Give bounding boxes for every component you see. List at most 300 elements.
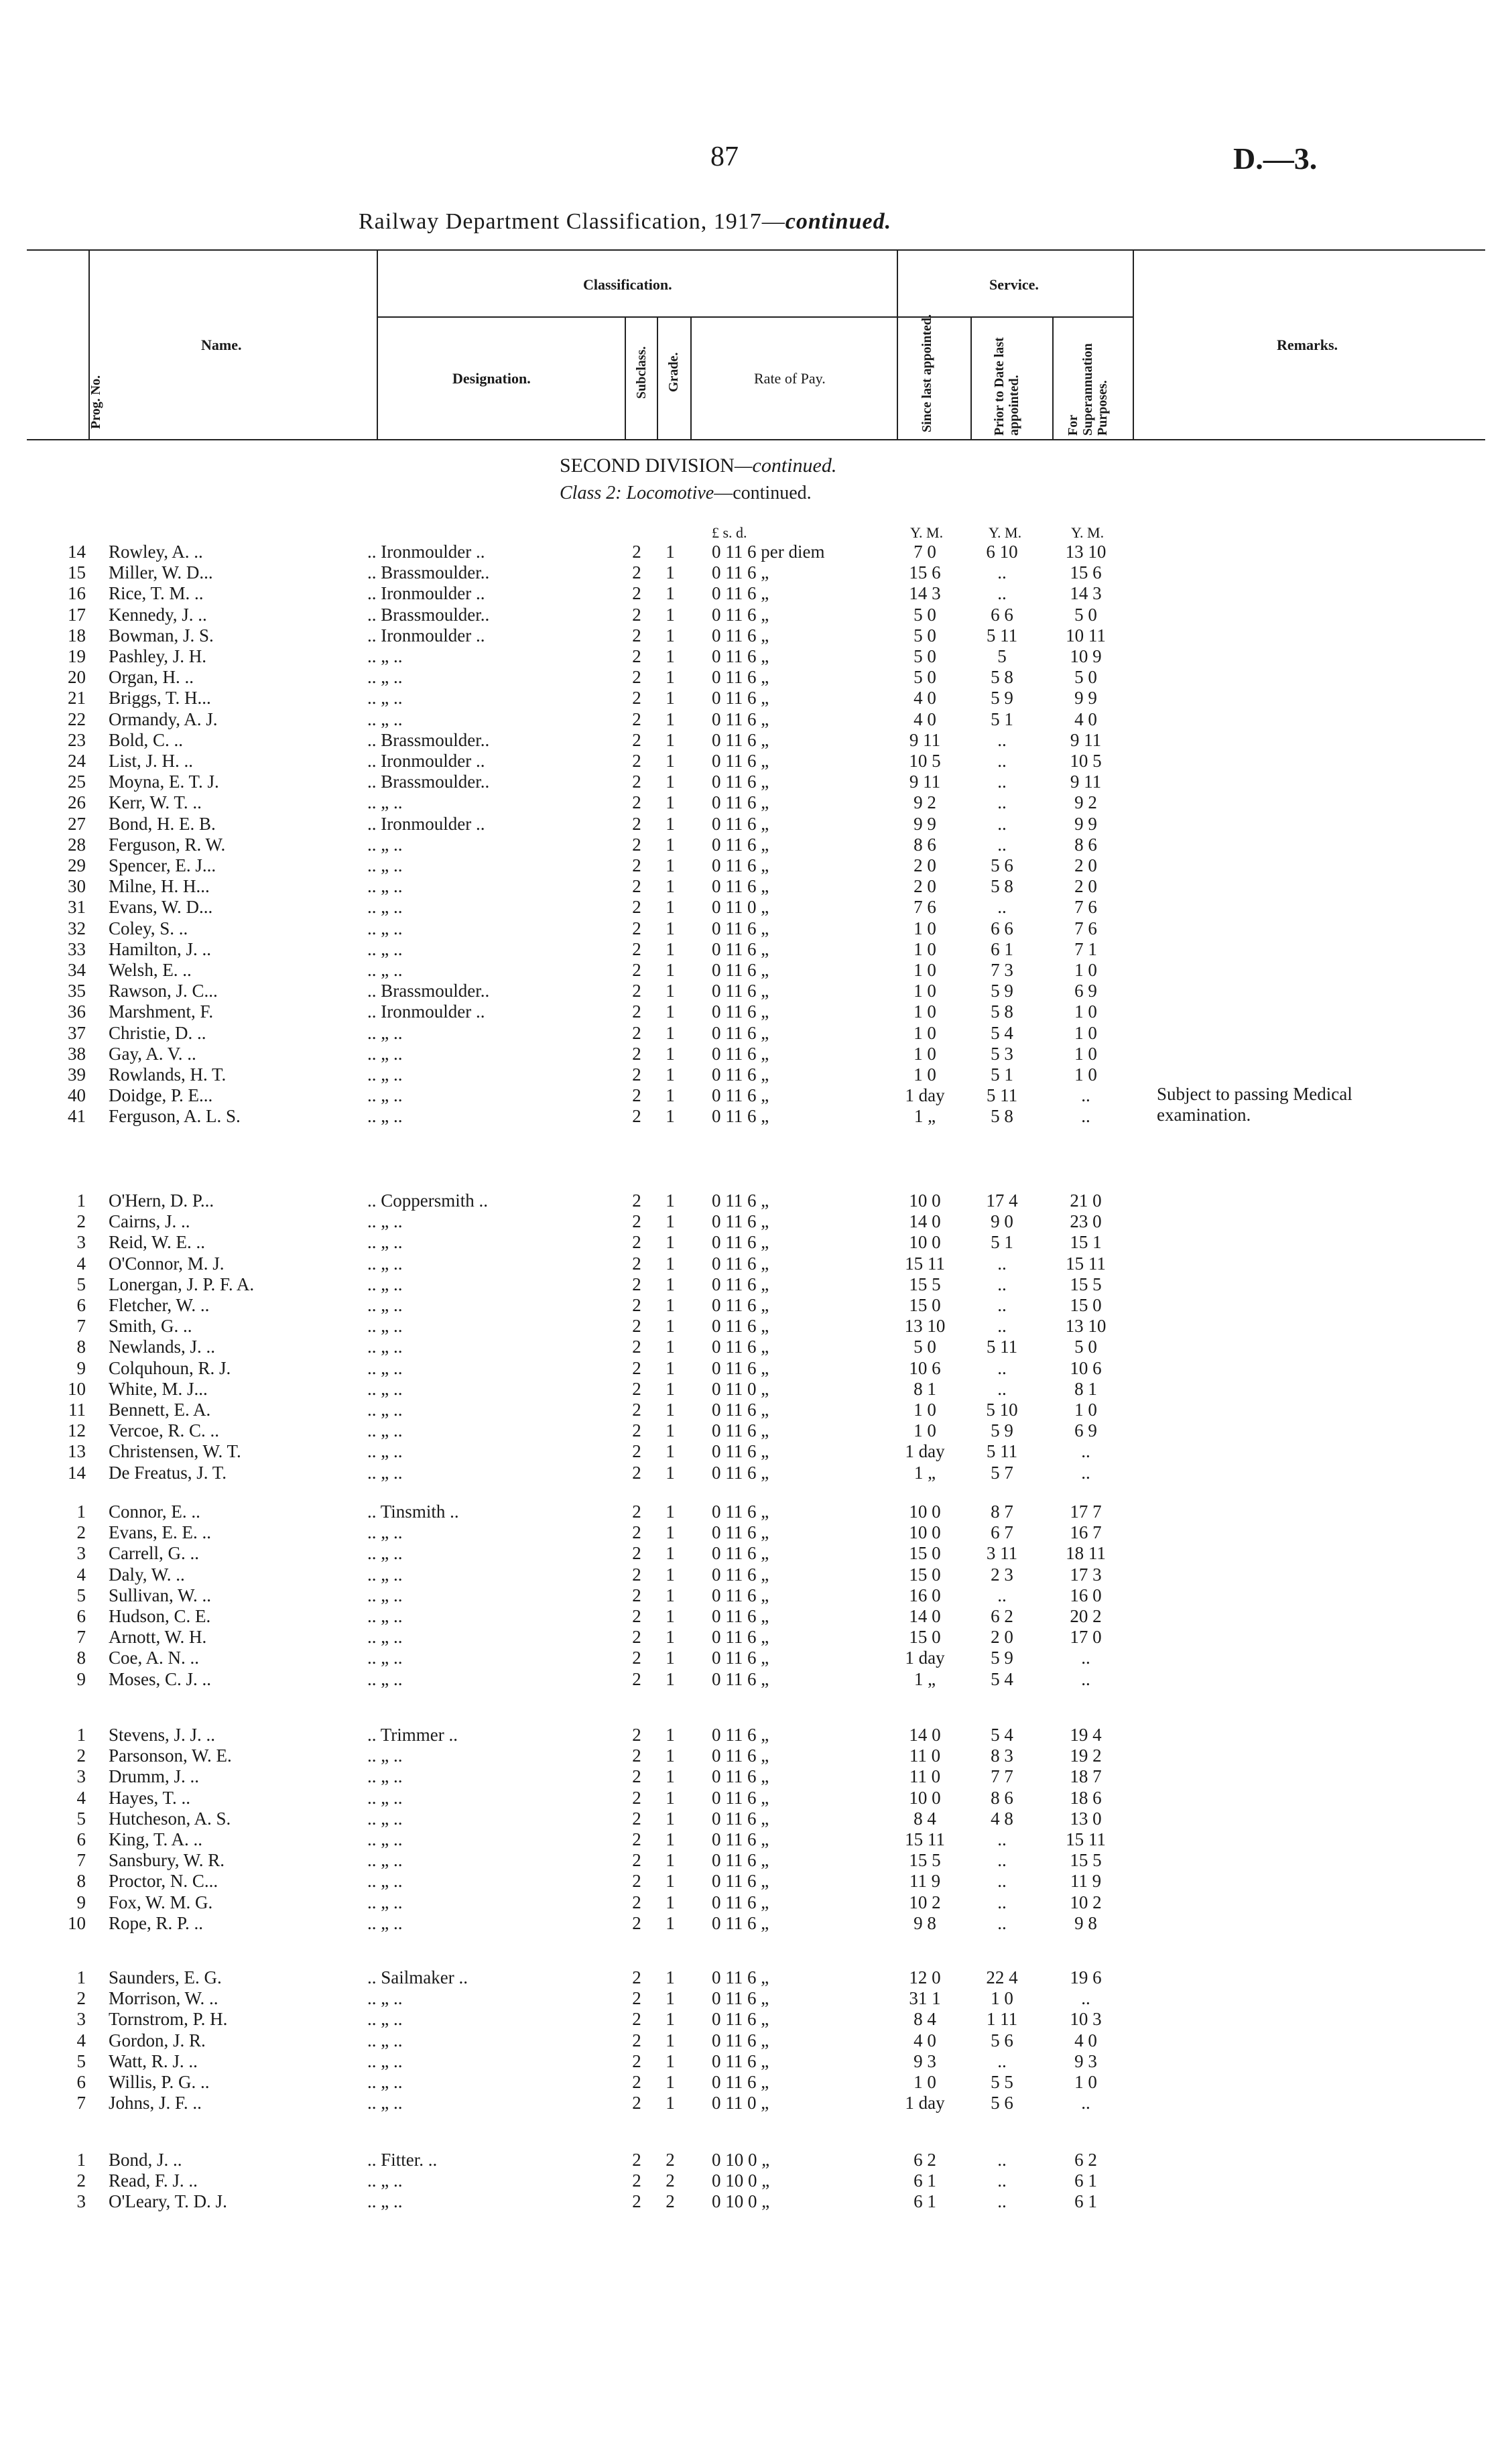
prog-no: 4 [76, 2030, 86, 2050]
table-row [0, 960, 1512, 981]
subclass: 2 [632, 1085, 641, 1106]
rate-of-pay: 0 11 6 „ [712, 729, 769, 750]
subclass: 2 [632, 1627, 641, 1648]
grade: 1 [666, 1441, 675, 1462]
superannuation: 15 5 [1070, 1274, 1102, 1294]
subclass: 2 [632, 1829, 641, 1849]
since-last-appointed: 4 0 [914, 2030, 936, 2050]
since-last-appointed: 5 0 [914, 625, 936, 646]
grade: 1 [666, 1543, 675, 1564]
superannuation: 18 11 [1066, 1543, 1106, 1564]
table-row [0, 1441, 1512, 1462]
designation: .. „ .. [367, 938, 403, 959]
grade: 1 [666, 1085, 675, 1106]
rate-of-pay: 0 10 0 „ [712, 2150, 770, 2170]
designation: .. „ .. [367, 1441, 403, 1462]
prog-no: 33 [68, 938, 86, 959]
since-last-appointed: 8 4 [914, 2009, 936, 2030]
prior-to-date: 6 10 [986, 542, 1018, 562]
employee-name: O'Leary, T. D. J. [109, 2191, 227, 2212]
prior-to-date: .. [997, 1892, 1007, 1912]
prior-to-date: 5 4 [991, 1022, 1013, 1043]
superannuation: 6 9 [1074, 981, 1097, 1001]
prior-to-date: .. [997, 583, 1007, 604]
prior-to-date: 7 3 [991, 960, 1013, 980]
table-row [0, 625, 1512, 646]
rate-of-pay: 0 11 6 „ [712, 1441, 769, 1462]
rate-of-pay: 0 11 6 „ [712, 772, 769, 792]
prior-to-date: 5 4 [991, 1725, 1013, 1745]
designation: .. Ironmoulder .. [367, 542, 485, 562]
rate-of-pay: 0 11 6 „ [712, 1912, 769, 1933]
table-row [0, 1044, 1512, 1064]
prior-to-date: 22 4 [986, 1967, 1018, 1987]
rate-of-pay: 0 11 6 „ [712, 1585, 769, 1605]
employee-name: Watt, R. J. .. [109, 2050, 198, 2071]
subclass: 2 [632, 1912, 641, 1933]
remarks: examination. [1157, 1105, 1251, 1125]
table-row [0, 1565, 1512, 1585]
since-last-appointed: 10 0 [909, 1787, 941, 1808]
col-divider [1133, 249, 1134, 440]
subclass: 2 [632, 562, 641, 583]
subclass: 2 [632, 1106, 641, 1127]
superannuation: 17 7 [1070, 1501, 1102, 1522]
prior-to-date: 5 1 [991, 709, 1013, 729]
grade: 1 [666, 562, 675, 583]
prog-no: 1 [76, 1501, 86, 1522]
grade: 1 [666, 1211, 675, 1232]
prog-no: 6 [76, 1829, 86, 1849]
subclass: 2 [632, 1316, 641, 1337]
since-last-appointed: 4 0 [914, 709, 936, 729]
rate-of-pay: 0 11 6 „ [712, 981, 769, 1001]
designation: .. „ .. [367, 646, 403, 666]
class-heading [560, 483, 812, 504]
subclass: 2 [632, 1064, 641, 1085]
since-last-appointed: 7 0 [914, 542, 936, 562]
rate-of-pay: 0 11 6 „ [712, 1337, 769, 1357]
subclass: 2 [632, 1745, 641, 1766]
rate-of-pay: 0 11 6 „ [712, 813, 769, 834]
table-row [0, 583, 1512, 604]
superannuation: 15 11 [1066, 1253, 1106, 1274]
prog-no: 9 [76, 1892, 86, 1912]
subclass: 2 [632, 688, 641, 709]
rate-of-pay: 0 11 6 „ [712, 1543, 769, 1564]
prog-no: 5 [76, 1585, 86, 1605]
prog-no: 7 [76, 2093, 86, 2113]
rate-of-pay: 0 11 6 „ [712, 2030, 769, 2050]
grade: 1 [666, 2030, 675, 2050]
grade: 1 [666, 1745, 675, 1766]
since-last-appointed: 2 0 [914, 855, 936, 875]
grade: 1 [666, 1253, 675, 1274]
superannuation: 2 0 [1074, 855, 1097, 875]
rate-of-pay: 0 11 6 „ [712, 1648, 769, 1668]
superannuation: 17 0 [1070, 1627, 1102, 1648]
subclass: 2 [632, 1190, 641, 1211]
grade: 1 [666, 1420, 675, 1441]
prior-to-date: 5 7 [991, 1462, 1013, 1483]
employee-name: Rawson, J. C... [109, 981, 218, 1001]
subclass: 2 [632, 1337, 641, 1357]
prog-no: 16 [68, 583, 86, 604]
col-divider [690, 316, 692, 440]
prog-no: 15 [68, 562, 86, 583]
superannuation: 9 2 [1074, 792, 1097, 813]
prog-no: 4 [76, 1564, 86, 1585]
prior-to-date: .. [997, 1253, 1007, 1274]
superannuation: 13 0 [1070, 1808, 1102, 1829]
prog-no: 11 [68, 1400, 86, 1420]
grade: 1 [666, 1871, 675, 1892]
rate-of-pay: 0 11 6 „ [712, 1522, 769, 1543]
prog-no: 2 [76, 2170, 86, 2191]
rate-of-pay: 0 11 6 „ [712, 1043, 769, 1064]
table-row [0, 2051, 1512, 2072]
employee-name: Briggs, T. H... [109, 688, 211, 709]
prog-no: 35 [68, 981, 86, 1001]
document-reference: D.—3. [1233, 141, 1318, 176]
subclass: 2 [632, 938, 641, 959]
rate-of-pay: 0 11 6 „ [712, 1232, 769, 1253]
grade: 1 [666, 1378, 675, 1399]
subclass: 2 [632, 1543, 641, 1564]
employee-name: Read, F. J. .. [109, 2170, 198, 2191]
since-last-appointed: 1 0 [914, 2072, 936, 2092]
prior-to-date: .. [997, 834, 1007, 855]
employee-name: White, M. J... [109, 1378, 208, 1399]
superannuation: 18 7 [1070, 1766, 1102, 1787]
rate-of-pay: 0 11 6 „ [712, 1211, 769, 1232]
superannuation: 1 0 [1074, 960, 1097, 980]
grade: 1 [666, 792, 675, 813]
employee-name: Rice, T. M. .. [109, 583, 204, 604]
subclass: 2 [632, 1211, 641, 1232]
prior-to-date: .. [997, 1871, 1007, 1892]
superannuation: 19 6 [1070, 1967, 1102, 1987]
employee-name: Vercoe, R. C. .. [109, 1420, 219, 1441]
prior-to-date: .. [997, 897, 1007, 918]
class-name: Locomotive [626, 483, 714, 503]
table-row [0, 772, 1512, 792]
designation: .. „ .. [367, 1766, 403, 1787]
prog-no: 7 [76, 1316, 86, 1337]
prior-to-date: 8 7 [991, 1501, 1013, 1522]
rate-of-pay: 0 11 6 „ [712, 1787, 769, 1808]
designation: .. „ .. [367, 1808, 403, 1829]
superannuation: 19 2 [1070, 1745, 1102, 1766]
table-row [0, 730, 1512, 751]
rate-of-pay: 0 11 6 „ [712, 1725, 769, 1745]
prog-no: 25 [68, 772, 86, 792]
prior-to-date: 17 4 [986, 1190, 1018, 1211]
prog-no: 3 [76, 2009, 86, 2030]
col-divider [1052, 316, 1054, 440]
subclass: 2 [632, 751, 641, 771]
prior-to-date: 5 8 [991, 1106, 1013, 1127]
prog-no: 39 [68, 1064, 86, 1085]
subclass: 2 [632, 583, 641, 604]
remarks: Subject to passing Medical [1157, 1084, 1352, 1105]
prog-no: 22 [68, 709, 86, 729]
employee-name: Smith, G. .. [109, 1316, 192, 1337]
designation: .. „ .. [367, 876, 403, 897]
grade: 1 [666, 2072, 675, 2092]
employee-name: Lonergan, J. P. F. A. [109, 1274, 255, 1294]
superannuation: 11 9 [1070, 1871, 1102, 1892]
subclass: 2 [632, 1967, 641, 1987]
table-row [0, 1585, 1512, 1606]
since-last-appointed: 1 0 [914, 981, 936, 1001]
table-row [0, 709, 1512, 730]
prog-no: 17 [68, 604, 86, 625]
prior-to-date: .. [997, 792, 1007, 813]
superannuation: 9 9 [1074, 813, 1097, 834]
designation: .. „ .. [367, 2009, 403, 2030]
table-row [0, 855, 1512, 876]
since-last-appointed: 1 day [905, 1441, 945, 1462]
grade: 1 [666, 1967, 675, 1987]
table-row [0, 1463, 1512, 1483]
grade: 1 [666, 625, 675, 646]
employee-name: Tornstrom, P. H. [109, 2009, 228, 2030]
prog-no: 3 [76, 2191, 86, 2212]
prog-no: 2 [76, 1211, 86, 1232]
grade: 1 [666, 813, 675, 834]
superannuation: .. [1081, 2093, 1090, 2113]
header-bottom-rule [27, 439, 1485, 440]
subclass: 2 [632, 1001, 641, 1022]
grade: 1 [666, 1043, 675, 1064]
since-last-appointed: 15 11 [905, 1829, 945, 1849]
table-row [0, 1788, 1512, 1808]
prog-no: 30 [68, 876, 86, 897]
prior-to-date: 4 8 [991, 1808, 1013, 1829]
superannuation: 6 9 [1074, 1420, 1097, 1441]
designation: .. „ .. [367, 960, 403, 980]
designation: .. „ .. [367, 855, 403, 875]
prog-no: 5 [76, 1274, 86, 1294]
grade: 1 [666, 2093, 675, 2113]
employee-name: Doidge, P. E... [109, 1085, 213, 1106]
col-divider [377, 249, 378, 440]
table-row [0, 897, 1512, 918]
superannuation: 10 6 [1070, 1357, 1102, 1378]
designation: .. Tinsmith .. [367, 1501, 459, 1522]
employee-name: Rowlands, H. T. [109, 1064, 227, 1085]
prior-to-date: 5 11 [986, 625, 1018, 646]
employee-name: O'Connor, M. J. [109, 1253, 225, 1274]
since-last-appointed: 11 9 [909, 1871, 941, 1892]
prior-to-date: 5 8 [991, 1001, 1013, 1022]
superannuation: .. [1081, 1441, 1090, 1462]
since-last-appointed: 6 1 [914, 2170, 936, 2191]
subclass: 2 [632, 1295, 641, 1315]
rate-of-pay: 0 11 6 „ [712, 1462, 769, 1483]
grade: 1 [666, 772, 675, 792]
superannuation: 20 2 [1070, 1606, 1102, 1626]
col-subclass: Subclass. [634, 346, 649, 399]
prog-no: 2 [76, 1988, 86, 2009]
grade: 1 [666, 667, 675, 688]
employee-name: Rowley, A. .. [109, 542, 203, 562]
superannuation: .. [1081, 1462, 1090, 1483]
since-last-appointed: 1 0 [914, 1001, 936, 1022]
employee-name: List, J. H. .. [109, 751, 194, 771]
prior-to-date: 2 3 [991, 1564, 1013, 1585]
prior-to-date: 1 0 [991, 1988, 1013, 2009]
since-last-appointed: 12 0 [909, 1967, 941, 1987]
designation: .. Coppersmith .. [367, 1190, 488, 1211]
prior-to-date: .. [997, 1912, 1007, 1933]
prog-no: 5 [76, 2050, 86, 2071]
employee-name: Organ, H. .. [109, 667, 194, 688]
employee-name: Reid, W. E. .. [109, 1232, 206, 1253]
grade: 1 [666, 604, 675, 625]
employee-name: Fox, W. M. G. [109, 1892, 213, 1912]
employee-name: Willis, P. G. .. [109, 2072, 210, 2092]
superannuation: 5 0 [1074, 604, 1097, 625]
designation: .. „ .. [367, 1745, 403, 1766]
grade: 1 [666, 938, 675, 959]
superannuation: 19 4 [1070, 1725, 1102, 1745]
employee-name: O'Hern, D. P... [109, 1190, 214, 1211]
rate-of-pay: 0 11 6 „ [712, 1606, 769, 1626]
since-last-appointed: 14 0 [909, 1211, 941, 1232]
since-last-appointed: 10 0 [909, 1522, 941, 1543]
rate-of-pay: 0 11 6 „ [712, 604, 769, 625]
table-row [0, 1064, 1512, 1085]
prog-no: 6 [76, 1606, 86, 1626]
designation: .. „ .. [367, 688, 403, 709]
employee-name: Bowman, J. S. [109, 625, 214, 646]
since-last-appointed: 1 0 [914, 918, 936, 938]
prior-to-date: 2 0 [991, 1627, 1013, 1648]
rate-of-pay: 0 11 6 „ [712, 1022, 769, 1043]
since-last-appointed: 10 2 [909, 1892, 941, 1912]
superannuation: 9 8 [1074, 1912, 1097, 1933]
rate-of-pay: 0 11 6 „ [712, 688, 769, 709]
superannuation: 1 0 [1074, 1001, 1097, 1022]
grade: 1 [666, 1022, 675, 1043]
subclass: 2 [632, 981, 641, 1001]
grade: 1 [666, 1829, 675, 1849]
employee-name: Ormandy, A. J. [109, 709, 218, 729]
subclass: 2 [632, 1378, 641, 1399]
prior-to-date: .. [997, 1295, 1007, 1315]
rate-of-pay: 0 10 0 „ [712, 2191, 770, 2212]
col-designation: Designation. [452, 370, 531, 387]
since-last-appointed: 1 0 [914, 960, 936, 980]
prior-to-date: .. [997, 1357, 1007, 1378]
employee-name: Coley, S. .. [109, 918, 188, 938]
prog-no: 36 [68, 1001, 86, 1022]
employee-name: Bond, H. E. B. [109, 813, 216, 834]
prior-to-date: .. [997, 2170, 1007, 2191]
grade: 1 [666, 1001, 675, 1022]
table-row [0, 1745, 1512, 1766]
employee-name: Pashley, J. H. [109, 646, 206, 666]
rate-of-pay: 0 11 6 „ [712, 960, 769, 980]
designation: .. „ .. [367, 1420, 403, 1441]
designation: .. Brassmoulder.. [367, 772, 490, 792]
rate-of-pay: 0 11 6 „ [712, 1501, 769, 1522]
table-row [0, 1358, 1512, 1379]
subclass: 2 [632, 1808, 641, 1829]
subclass: 2 [632, 646, 641, 666]
employee-name: Newlands, J. .. [109, 1337, 215, 1357]
designation: .. „ .. [367, 2072, 403, 2092]
grade: 1 [666, 688, 675, 709]
table-row [0, 1501, 1512, 1522]
employee-name: Hayes, T. .. [109, 1787, 190, 1808]
prior-to-date: .. [997, 813, 1007, 834]
rate-of-pay: 0 11 6 „ [712, 751, 769, 771]
subclass: 2 [632, 1253, 641, 1274]
table-row [0, 1253, 1512, 1274]
rate-of-pay: 0 11 6 „ [712, 1420, 769, 1441]
prior-to-date: 5 11 [986, 1441, 1018, 1462]
superannuation: 15 6 [1070, 562, 1102, 583]
prog-no: 7 [76, 1850, 86, 1871]
rate-of-pay: 0 11 6 „ [712, 855, 769, 875]
subclass: 2 [632, 2170, 641, 2191]
rate-of-pay: 0 11 6 „ [712, 1871, 769, 1892]
prog-no: 10 [68, 1912, 86, 1933]
superannuation: 1 0 [1074, 1064, 1097, 1085]
since-last-appointed: 1 0 [914, 938, 936, 959]
subclass: 2 [632, 1564, 641, 1585]
prog-no: 8 [76, 1871, 86, 1892]
prog-no: 2 [76, 1522, 86, 1543]
rate-of-pay: 0 11 6 „ [712, 1190, 769, 1211]
prior-to-date: .. [997, 751, 1007, 771]
since-last-appointed: 11 0 [909, 1766, 941, 1787]
since-last-appointed: 1 „ [914, 1462, 936, 1483]
employee-name: Johns, J. F. .. [109, 2093, 202, 2113]
since-last-appointed: 9 11 [909, 729, 941, 750]
prior-to-date: 5 8 [991, 876, 1013, 897]
table-row [0, 1766, 1512, 1787]
table-row [0, 1543, 1512, 1564]
superannuation: 5 0 [1074, 1337, 1097, 1357]
prior-to-date: .. [997, 2050, 1007, 2071]
prog-no: 24 [68, 751, 86, 771]
grade: 1 [666, 1316, 675, 1337]
superannuation: 14 3 [1070, 583, 1102, 604]
superannuation: 5 0 [1074, 667, 1097, 688]
prior-to-date: .. [997, 729, 1007, 750]
grade: 1 [666, 1627, 675, 1648]
since-last-appointed: 5 0 [914, 604, 936, 625]
prior-to-date: 6 2 [991, 1606, 1013, 1626]
rate-of-pay: 0 11 6 „ [712, 1967, 769, 1987]
table-row [0, 1606, 1512, 1627]
rate-of-pay: 0 11 6 „ [712, 1001, 769, 1022]
grade: 1 [666, 542, 675, 562]
subclass: 2 [632, 1441, 641, 1462]
grade: 1 [666, 751, 675, 771]
employee-name: Carrell, G. .. [109, 1543, 199, 1564]
prog-no: 7 [76, 1627, 86, 1648]
superannuation: 23 0 [1070, 1211, 1102, 1232]
prog-no: 1 [76, 1190, 86, 1211]
rate-of-pay: 0 11 6 „ [712, 1892, 769, 1912]
rate-of-pay: 0 10 0 „ [712, 2170, 770, 2191]
superannuation: 6 1 [1074, 2170, 1097, 2191]
